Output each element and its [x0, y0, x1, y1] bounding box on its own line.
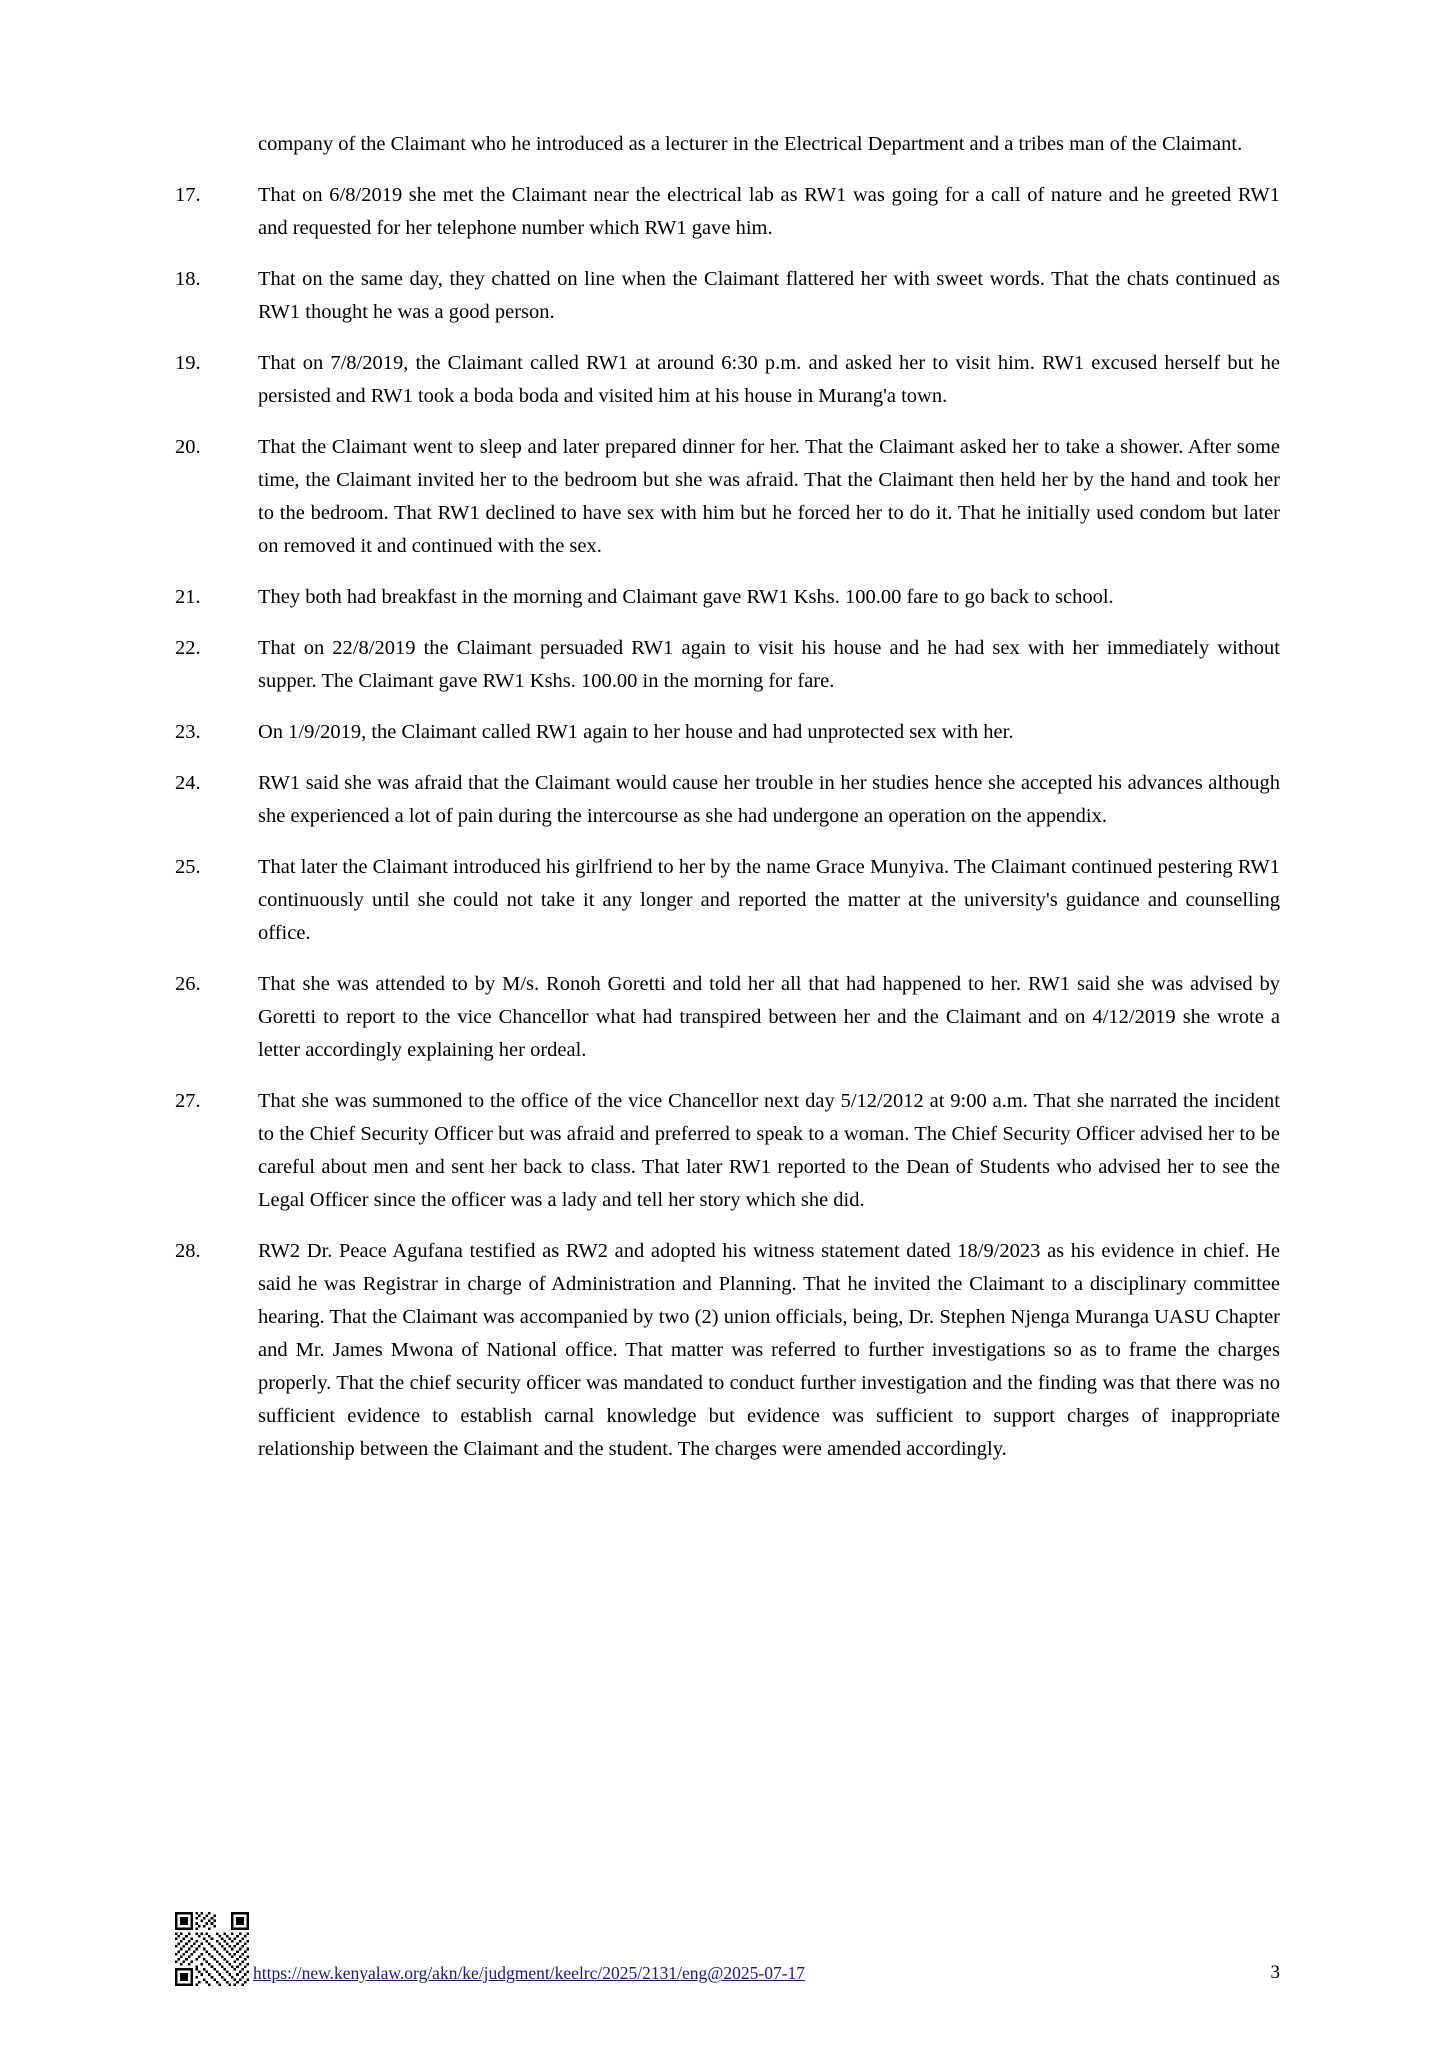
- paragraph-number: 26.: [175, 973, 201, 995]
- numbered-paragraph: [175, 632, 1280, 698]
- numbered-paragraph: [175, 1085, 1280, 1217]
- intro-paragraph: company of the Claimant who he introduced as a lecturer in the Electrical Department and a tribes man of the Claimant.: [258, 133, 1243, 155]
- numbered-paragraph: [175, 968, 1280, 1067]
- paragraph-number: 25.: [175, 856, 201, 878]
- paragraph-number: 23.: [175, 721, 201, 743]
- numbered-paragraph: [175, 767, 1280, 833]
- numbered-paragraph: [175, 431, 1280, 563]
- paragraph-number: 28.: [175, 1240, 201, 1262]
- paragraph-number: 21.: [175, 586, 201, 608]
- page-number: 3: [1270, 1962, 1280, 1983]
- paragraph-text: That later the Claimant introduced his girlfriend to her by the name Grace Munyiva. The Claimant continued pestering RW1 continuously until she could not take it any longer and reported the matter at the university's guidance and counselling office.: [258, 856, 1280, 944]
- paragraph-text: That she was summoned to the office of the vice Chancellor next day 5/12/2012 at 9:00 a.m. That she narrated the incident to the Chief Security Officer but was afraid and preferred to speak to a woman. The Chief Security Officer advised her to be careful about men and sent her back to class. That later RW1 reported to the Dean of Students who advised her to see the Legal Officer since the officer was a lady and tell her story which she did.: [258, 1090, 1280, 1211]
- paragraph-text: On 1/9/2019, the Claimant called RW1 again to her house and had unprotected sex with her.: [258, 721, 1014, 743]
- numbered-paragraph: [175, 1235, 1280, 1466]
- paragraph-text: RW2 Dr. Peace Agufana testified as RW2 and adopted his witness statement dated 18/9/2023 as his evidence in chief. He said he was Registrar in charge of Administration and Planning. That he invited the Claimant to a disciplinary committee hearing. That the Claimant was accompanied by two (2) union officials, being, Dr. Stephen Njenga Muranga UASU Chapter and Mr. James Mwona of National office. That matter was referred to further investigations so as to frame the charges properly. That the chief security officer was mandated to conduct further investigation and the finding was that there was no sufficient evidence to establish carnal knowledge but evidence was sufficient to support charges of inappropriate relationship between the Claimant and the student. The charges were amended accordingly.: [258, 1240, 1280, 1460]
- page-footer: [175, 1906, 1280, 1986]
- paragraph-number: 19.: [175, 352, 201, 374]
- numbered-paragraph: [175, 851, 1280, 950]
- numbered-paragraph: [175, 347, 1280, 413]
- numbered-paragraph: [175, 179, 1280, 245]
- numbered-paragraph: [175, 581, 1280, 614]
- paragraph-number: 27.: [175, 1090, 201, 1112]
- paragraph-text: That on 6/8/2019 she met the Claimant near the electrical lab as RW1 was going for a call of nature and he greeted RW1 and requested for her telephone number which RW1 gave him.: [258, 184, 1280, 239]
- paragraph-number: 20.: [175, 436, 201, 458]
- paragraph-text: That on 7/8/2019, the Claimant called RW1 at around 6:30 p.m. and asked her to visit him. RW1 excused herself but he persisted and RW1 took a boda boda and visited him at his house in Murang'a town.: [258, 352, 1280, 407]
- paragraph-text: That she was attended to by M/s. Ronoh Goretti and told her all that had happened to her. RW1 said she was advised by Goretti to report to the vice Chancellor what had transpired between her and the Claimant and on 4/12/2019 she wrote a letter accordingly explaining her ordeal.: [258, 973, 1280, 1061]
- paragraph-number: 24.: [175, 772, 201, 794]
- numbered-paragraph: [175, 263, 1280, 329]
- qr-code-icon: [175, 1912, 249, 1986]
- paragraph-text: That on 22/8/2019 the Claimant persuaded RW1 again to visit his house and he had sex with her immediately without supper. The Claimant gave RW1 Kshs. 100.00 in the morning for fare.: [258, 637, 1280, 692]
- paragraph-number: 17.: [175, 184, 201, 206]
- paragraph-text: That the Claimant went to sleep and later prepared dinner for her. That the Claimant asked her to take a shower. After some time, the Claimant invited her to the bedroom but she was afraid. That the Claimant then held her by the hand and took her to the bedroom. That RW1 declined to have sex with him but he forced her to do it. That he initially used condom but later on removed it and continued with the sex.: [258, 436, 1280, 557]
- document-body: [175, 128, 1280, 1484]
- paragraph-text: That on the same day, they chatted on line when the Claimant flattered her with sweet words. That the chats continued as RW1 thought he was a good person.: [258, 268, 1280, 323]
- paragraph-number: 22.: [175, 637, 201, 659]
- paragraph-number: 18.: [175, 268, 201, 290]
- numbered-paragraph: [175, 716, 1280, 749]
- paragraph-text: RW1 said she was afraid that the Claimant would cause her trouble in her studies hence she accepted his advances although she experienced a lot of pain during the intercourse as she had undergone an operation on the appendix.: [258, 772, 1280, 827]
- source-url-link[interactable]: https://new.kenyalaw.org/akn/ke/judgment/keelrc/2025/2131/eng@2025-07-17: [253, 1963, 806, 1983]
- paragraph-text: They both had breakfast in the morning and Claimant gave RW1 Kshs. 100.00 fare to go back to school.: [258, 586, 1114, 608]
